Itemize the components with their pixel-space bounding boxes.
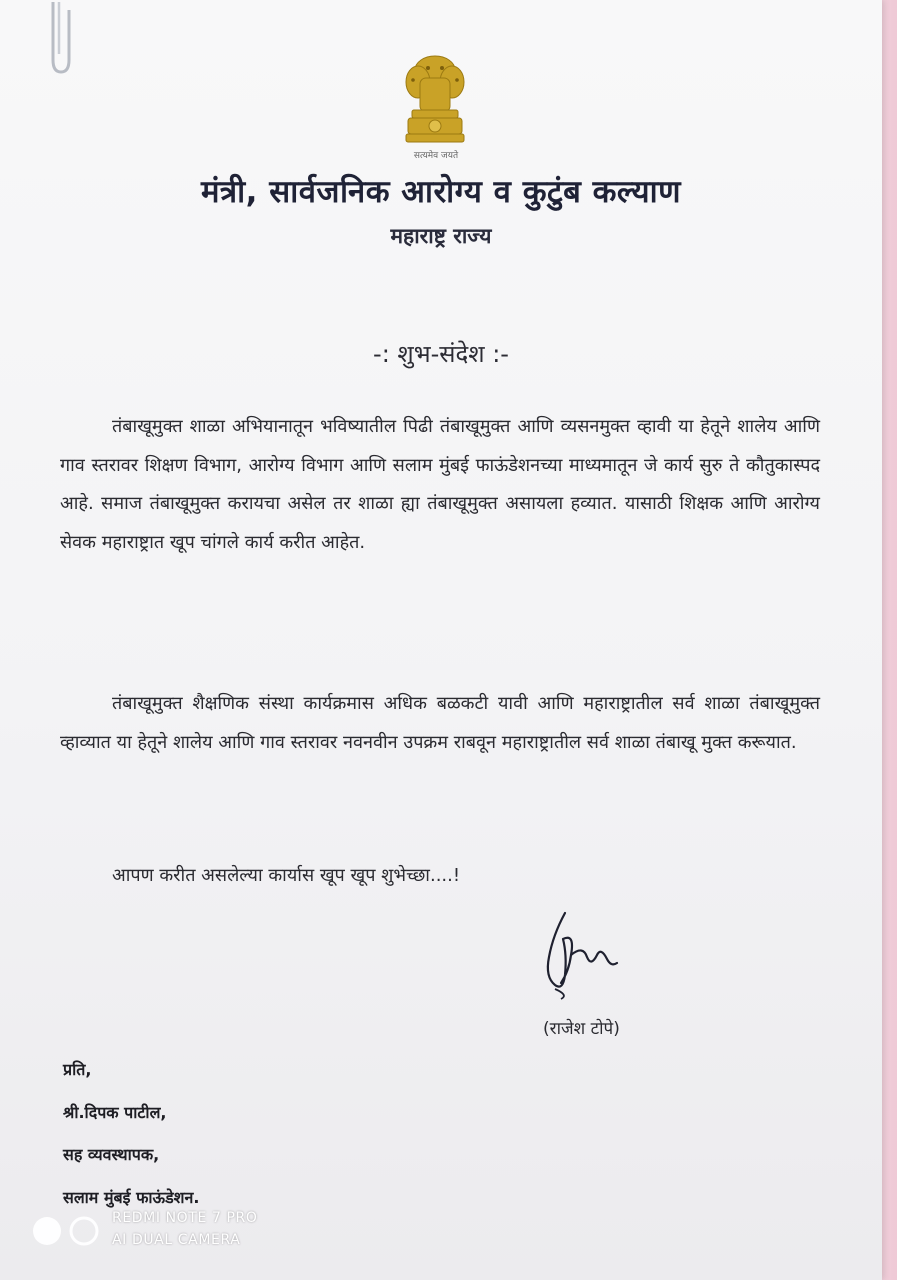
letter-paragraph: तंबाखूमुक्त शैक्षणिक संस्था कार्यक्रमास अधिक बळकटी यावी आणि महाराष्ट्रातील सर्व शाळा तंबाखूमुक्त व्हाव्यात या हेतूने शालेय आणि गाव स्तरावर नवनवीन उपक्रम राबवून महाराष्ट्रातील सर्व शाळा तंबाखू मुक्त करूयात. bbox=[60, 693, 820, 753]
handwritten-signature bbox=[535, 905, 625, 1000]
page-title: मंत्री, सार्वजनिक आरोग्य व कुटुंब कल्याण bbox=[200, 174, 682, 210]
camera-watermark-model: REDMI NOTE 7 PRO bbox=[112, 1210, 258, 1226]
camera-watermark-label: AI DUAL CAMERA bbox=[112, 1232, 241, 1248]
recipient-organization: सलाम मुंबई फाऊंडेशन. bbox=[63, 1188, 200, 1207]
camera-logo-icon bbox=[30, 1214, 102, 1248]
page-subtitle: महाराष्ट्र राज्य bbox=[390, 224, 492, 248]
recipient-name: श्री.दिपक पाटील, bbox=[63, 1103, 167, 1122]
greeting-heading: -: शुभ-संदेश :- bbox=[373, 340, 509, 368]
letter-closing: आपण करीत असलेल्या कार्यास खूप खूप शुभेच्छा....! bbox=[112, 865, 461, 886]
recipient-to: प्रति, bbox=[63, 1060, 92, 1079]
letter-paragraph: तंबाखूमुक्त शाळा अभियानातून भविष्यातील पिढी तंबाखूमुक्त आणि व्यसनमुक्त व्हावी या हेतूने शालेय आणि गाव स्तरावर शिक्षण विभाग, आरोग्य विभाग आणि सलाम मुंबई फाऊंडेशनच्या माध्यमातून जे कार्य सुरु ते कौतुकास्पद आहे. समाज तंबाखूमुक्त करायचा असेल तर शाळा ह्या तंबाखूमुक्त असायला हव्यात. यासाठी शिक्षक आणि आरोग्य सेवक महाराष्ट्रात खूप चांगले कार्य करीत आहेत. bbox=[60, 416, 820, 553]
ashoka-emblem-icon bbox=[398, 52, 472, 148]
paper-clip-icon bbox=[44, 2, 74, 77]
signatory-name: (राजेश टोपे) bbox=[543, 1019, 620, 1039]
recipient-designation: सह व्यवस्थापक, bbox=[63, 1145, 160, 1164]
emblem-motto: सत्यमेव जयते bbox=[413, 151, 459, 161]
